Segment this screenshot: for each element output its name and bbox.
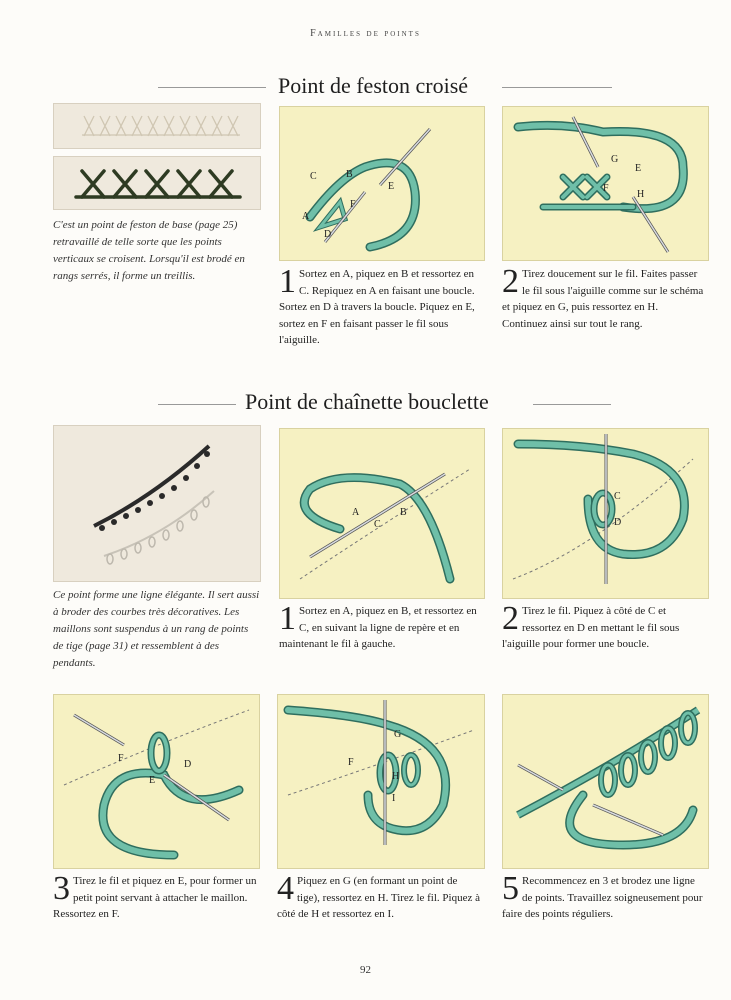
step-number: 3: [53, 870, 70, 907]
title-rule-right: [533, 404, 611, 405]
label-d: D: [324, 229, 332, 240]
label-f: F: [348, 757, 354, 768]
step-number: 4: [277, 870, 294, 907]
label-d: D: [184, 759, 192, 770]
label-f: F: [118, 753, 124, 764]
label-e: E: [635, 163, 642, 174]
step-number: 1: [279, 263, 296, 300]
section2-step2: [502, 600, 705, 653]
label-d: D: [614, 517, 622, 528]
label-i: I: [392, 793, 396, 804]
step-text: Tirez doucement sur le fil. Faites passer le fil sous l'aiguille comme sur le schéma et piquez en G, puis ressortez en H. Continuez ainsi sur tout le rang.: [502, 268, 704, 330]
step-text: Sortez en A, piquez en B et ressortez en C. Repiquez en A en faisant une boucle. Sortez en D à travers la boucle. Piquez en E, sortez en F en faisant passer le fil sous l'aiguille.: [279, 268, 475, 346]
step-text: Sortez en A, piquez en B, et ressortez en C, en suivant la ligne de repère et en maintenant le fil à gauche.: [279, 605, 477, 650]
label-a: A: [352, 507, 360, 518]
diagram-chainette-step2: [502, 428, 709, 599]
sample-swatch-dark: [53, 156, 261, 210]
label-f: F: [603, 183, 609, 194]
label-b: B: [400, 507, 407, 518]
label-c: C: [374, 519, 381, 530]
label-h: H: [637, 189, 645, 200]
section2-step5: [502, 870, 707, 923]
diagram-feston-step1: [279, 106, 485, 261]
sample-swatch-light: [53, 103, 261, 149]
step-number: 2: [502, 263, 519, 300]
sample-swatch-chain: [53, 425, 261, 582]
label-b: B: [346, 169, 353, 180]
diagram-chainette-step5: [502, 694, 709, 869]
diagram-chainette-step1: [279, 428, 485, 599]
section-title-chainette: Point de chaînette bouclette: [245, 389, 489, 414]
step-text: Piquez en G (en formant un point de tige), ressortez en H. Tirez le fil. Piquez à côté de H et ressortez en I.: [277, 875, 480, 920]
section1-step1: [279, 263, 479, 349]
label-c: C: [614, 491, 621, 502]
label-f: F: [350, 199, 356, 210]
section-title-feston: Point de feston croisé: [278, 73, 469, 98]
step-text: Tirez le fil et piquez en E, pour former un petit point servant à attacher le maillon. Ressortez en F.: [53, 875, 257, 920]
label-a: A: [302, 211, 310, 222]
running-header: Familles de points: [310, 28, 421, 39]
title-rule-left: [158, 87, 266, 88]
section2-step4: [277, 870, 483, 923]
label-g: G: [611, 154, 619, 165]
label-h: H: [392, 771, 400, 782]
diagram-feston-step2: [502, 106, 709, 261]
label-g: G: [394, 729, 402, 740]
diagram-chainette-step3: [53, 694, 260, 869]
section2-step1: [279, 600, 479, 653]
step-number: 5: [502, 870, 519, 907]
section2-step3: [53, 870, 258, 923]
label-c: C: [310, 171, 317, 182]
step-number: 1: [279, 600, 296, 637]
title-rule-right: [502, 87, 612, 88]
step-number: 2: [502, 600, 519, 637]
step-text: Recommencez en 3 et brodez une ligne de points. Travaillez soigneusement pour faire des points réguliers.: [502, 875, 703, 920]
diagram-chainette-step4: [277, 694, 485, 869]
section1-step2: [502, 263, 705, 332]
page-number: 92: [360, 964, 371, 976]
title-rule-left: [158, 404, 236, 405]
step-text: Tirez le fil. Piquez à côté de C et ressortez en D en mettant le fil sous l'aiguille pour former une boucle.: [502, 605, 680, 650]
section1-caption: C'est un point de feston de base (page 25) retravaillé de telle sorte que les points verticaux se croisent. Lorsqu'il est brodé en rangs serrés, il forme un treillis.: [53, 219, 245, 282]
label-e: E: [149, 775, 156, 786]
section2-caption: Ce point forme une ligne élégante. Il sert aussi à broder des courbes très décoratives. Les maillons sont suspendus à un rang de points de tige (page 31) et ressemblent à des pendants.: [53, 589, 260, 669]
label-e: E: [388, 181, 395, 192]
